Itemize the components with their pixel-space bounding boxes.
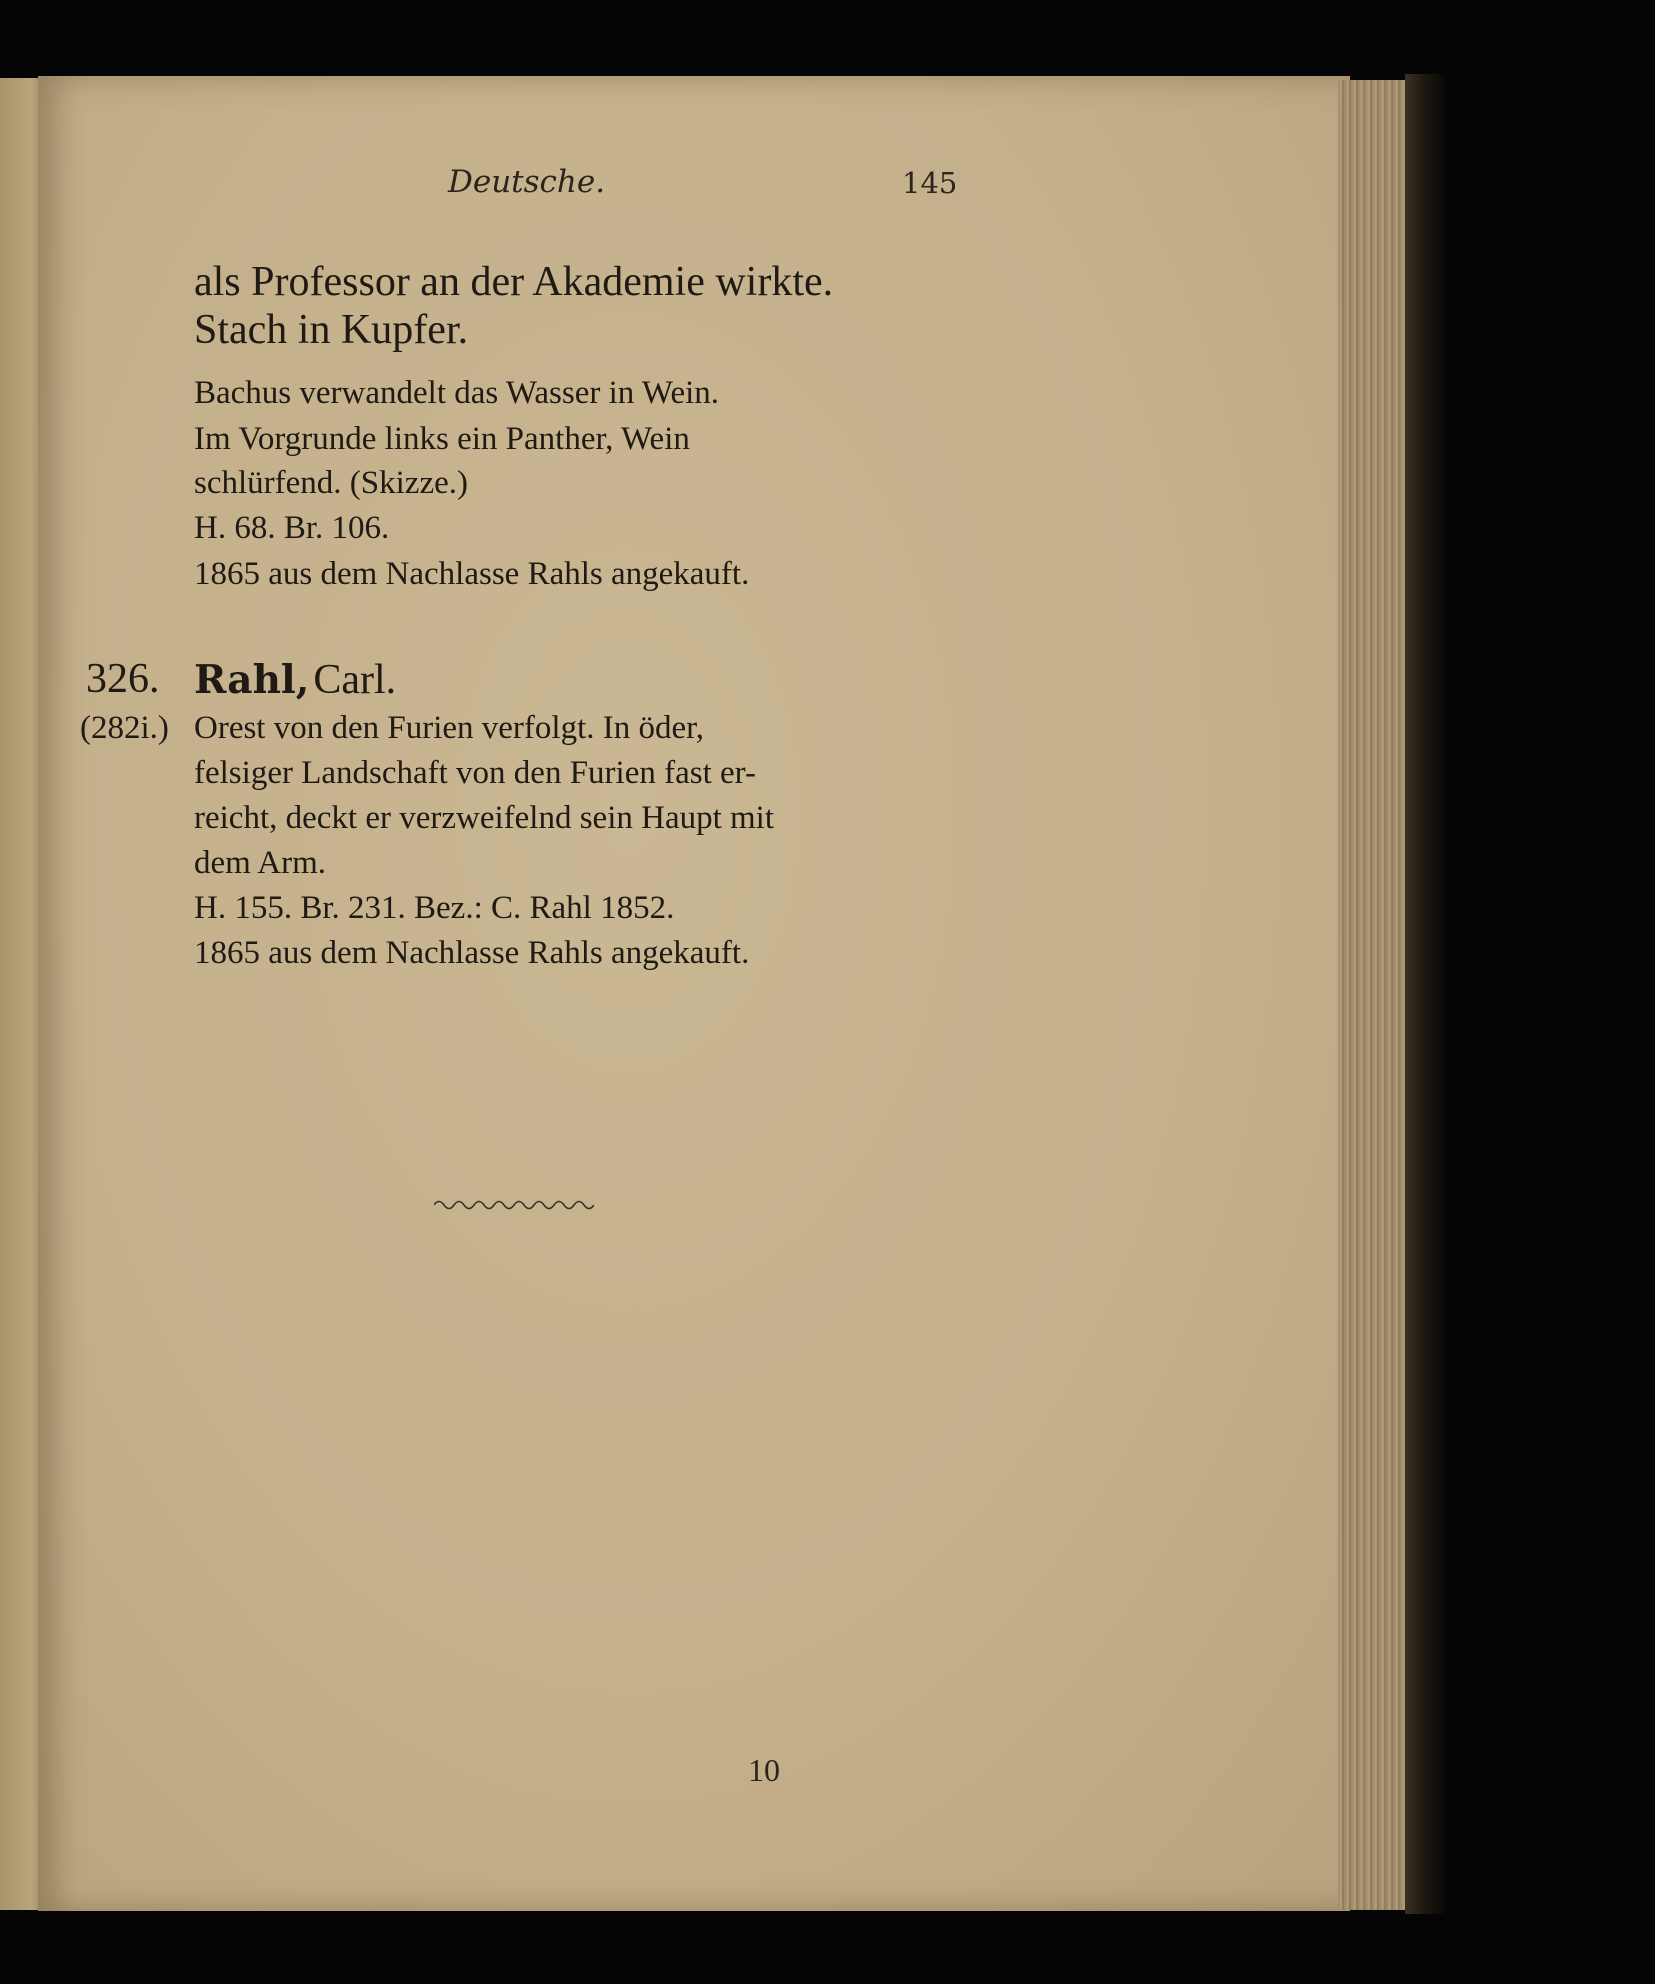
continuation-line-1: als Professor an der Akademie wirkte. [194, 259, 834, 305]
continuation-size: H. 68. Br. 106. [194, 510, 390, 546]
entry-description-3: reicht, deckt er verzweifelnd sein Haupt mit [194, 800, 775, 836]
entry-description-4: dem Arm. [194, 845, 326, 881]
page-number: 145 [902, 166, 958, 200]
book-cover-edge [1405, 74, 1445, 1914]
continuation-description-2: Im Vorgrunde links ein Panther, Wein [194, 421, 690, 457]
entry-number: 326. [86, 656, 160, 702]
page-block-edge [1338, 80, 1408, 1910]
entry-old-number: (282i.) [80, 710, 169, 746]
continuation-provenance: 1865 aus dem Nachlasse Rahls angekauft. [194, 556, 750, 592]
printer-signature-mark: 10 [748, 1752, 780, 1788]
entry-provenance: 1865 aus dem Nachlasse Rahls angekauft. [194, 935, 750, 971]
wavy-rule-ornament [434, 1196, 594, 1214]
artist-forename: Carl. [313, 657, 397, 703]
continuation-line-2: Stach in Kupfer. [194, 307, 469, 353]
continuation-description-1: Bachus verwandelt das Wasser in Wein. [194, 375, 720, 411]
artist-surname: Rahl, [194, 657, 310, 703]
entry-size-signature: H. 155. Br. 231. Bez.: C. Rahl 1852. [194, 890, 675, 926]
running-title: Deutsche. [448, 164, 606, 200]
entry-description-1: Orest von den Furien verfolgt. In öder, [194, 710, 705, 746]
entry-artist-name [194, 656, 396, 704]
entry-description-2: felsiger Landschaft von den Furien fast er- [194, 755, 756, 791]
continuation-description-3: schlürfend. (Skizze.) [194, 465, 468, 501]
page-header [0, 164, 1655, 214]
